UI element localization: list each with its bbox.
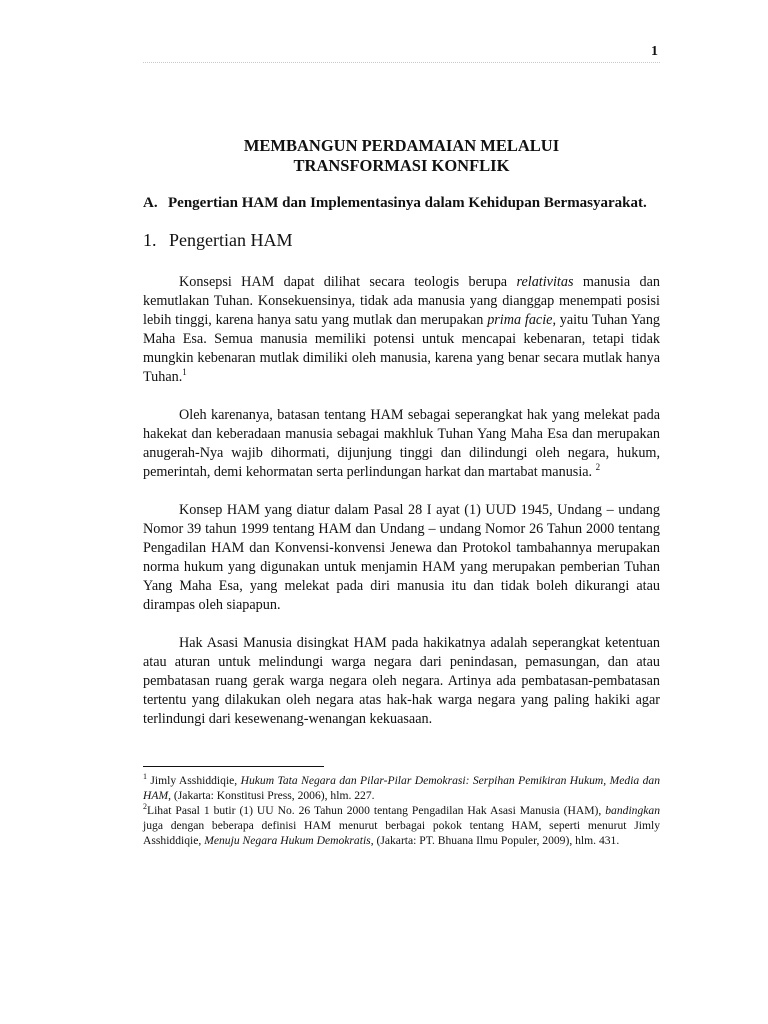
footnote-ref-1[interactable]: 1 — [182, 367, 187, 377]
paragraph-1-text-c: manusia dan kemutlakan Tuhan. Konsekuensinya, tidak ada manusia yang dianggap menempati posisi lebih tinggi, karena hanya satu yang mutlak dan merupakan — [143, 274, 660, 328]
footnote-2-italic-bandingkan: bandingkan — [605, 804, 660, 817]
footnote-2-text-e: , (Jakarta: PT. Bhuana Ilmu Populer, 2009), hlm. 431. — [370, 834, 620, 847]
paragraph-4 — [143, 634, 660, 729]
document-title — [143, 136, 660, 176]
subsection-marker: 1. — [143, 230, 157, 250]
footnote-2-italic-title: Menuju Negara Hukum Demokratis — [204, 834, 371, 847]
subsection-heading-text: Pengertian HAM — [169, 230, 293, 250]
footnote-ref-2[interactable]: 2 — [595, 462, 601, 472]
page-number: 1 — [651, 44, 658, 59]
paragraph-1-text-e: , yaitu Tuhan Yang Maha Esa. Semua manusia memiliki potensi untuk mencapai kebenaran, tetapi tidak mungkin kebenaran mutlak dimiliki oleh manusia, karena yang benar secara mutlak hanya Tuhan. — [143, 312, 661, 385]
footnote-2-text-c: juga dengan beberapa definisi HAM menurut berbagai pokok tentang HAM, seperti menurut Jimly Asshiddiqie, — [143, 819, 660, 847]
section-marker: A. — [143, 195, 158, 211]
paragraph-1-text-a: Konsepsi HAM dapat dilihat secara teologis berupa — [179, 274, 517, 290]
footnote-1-marker: 1 — [143, 772, 147, 781]
footnote-1-text-a: Jimly Asshiddiqie, — [147, 774, 241, 787]
title-line-1: MEMBANGUN PERDAMAIAN MELALUI — [243, 136, 560, 155]
footnote-2-marker: 2 — [143, 802, 147, 811]
section-heading-a — [143, 193, 660, 213]
section-heading-text: Pengertian HAM dan Implementasinya dalam Kehidupan Bermasyarakat. — [168, 195, 647, 211]
footnote-1-text-c: , (Jakarta: Konstitusi Press, 2006), hlm. 227. — [168, 789, 375, 802]
paragraph-1-italic-relativitas: relativitas — [516, 274, 574, 290]
paragraph-1-italic-prima-facie: prima facie — [487, 312, 553, 328]
paragraph-2-text: Oleh karenanya, batasan tentang HAM sebagai seperangkat hak yang melekat pada hakekat dan keberadaan manusia sebagai makhluk Tuhan Yang Maha Esa dan merupakan anugerah-Nya wajib dihormati, dijunjung tinggi dan dilindungi oleh negara, hukum, pemerintah, demi kehormatan serta perlindungan harkat dan martabat manusia. — [143, 407, 660, 480]
footnote-1-italic-title: Hukum Tata Negara dan Pilar-Pilar Demokrasi: Serpihan Pemikiran Hukum, Media dan HAM — [143, 774, 660, 802]
header-rule — [143, 62, 660, 63]
footnote-1 — [143, 773, 660, 803]
paragraph-3-text: Konsep HAM yang diatur dalam Pasal 28 I ayat (1) UUD 1945, Undang – undang Nomor 39 tahun 1999 tentang HAM dan Undang – undang Nomor 26 Tahun 2000 tentang Pengadilan HAM dan Konvensi-konvensi Jenewa dan Protokol tambahannya merupakan norma hukum yang digunakan untuk menjamin HAM yang merupakan pemberian Tuhan Yang Maha Esa, yang melekat pada diri manusia itu dan tidak boleh dikurangi atau dirampas oleh siapapun. — [143, 502, 660, 613]
paragraph-3 — [143, 501, 660, 615]
title-line-2: TRANSFORMASI KONFLIK — [293, 156, 510, 175]
footnote-2 — [143, 803, 660, 848]
document-body — [143, 136, 660, 848]
subsection-heading-1 — [143, 229, 660, 251]
footnote-separator — [143, 766, 324, 767]
paragraph-4-text: Hak Asasi Manusia disingkat HAM pada hakikatnya adalah seperangkat ketentuan atau aturan untuk melindungi warga negara dari penindasan, pemasungan, dan atau pembatasan ruang gerak warga negara oleh negara. Artinya ada pembatasan-pembatasan tertentu yang dilakukan oleh negara atas hak-hak warga negara yang paling hakiki agar terlindungi dari kesewenang-wenangan kekuasaan. — [143, 635, 660, 727]
paragraph-2 — [143, 406, 660, 482]
paragraph-1 — [143, 273, 660, 387]
footnote-2-text-a: Lihat Pasal 1 butir (1) UU No. 26 Tahun 2000 tentang Pengadilan Hak Asasi Manusia (HAM), — [147, 804, 606, 817]
